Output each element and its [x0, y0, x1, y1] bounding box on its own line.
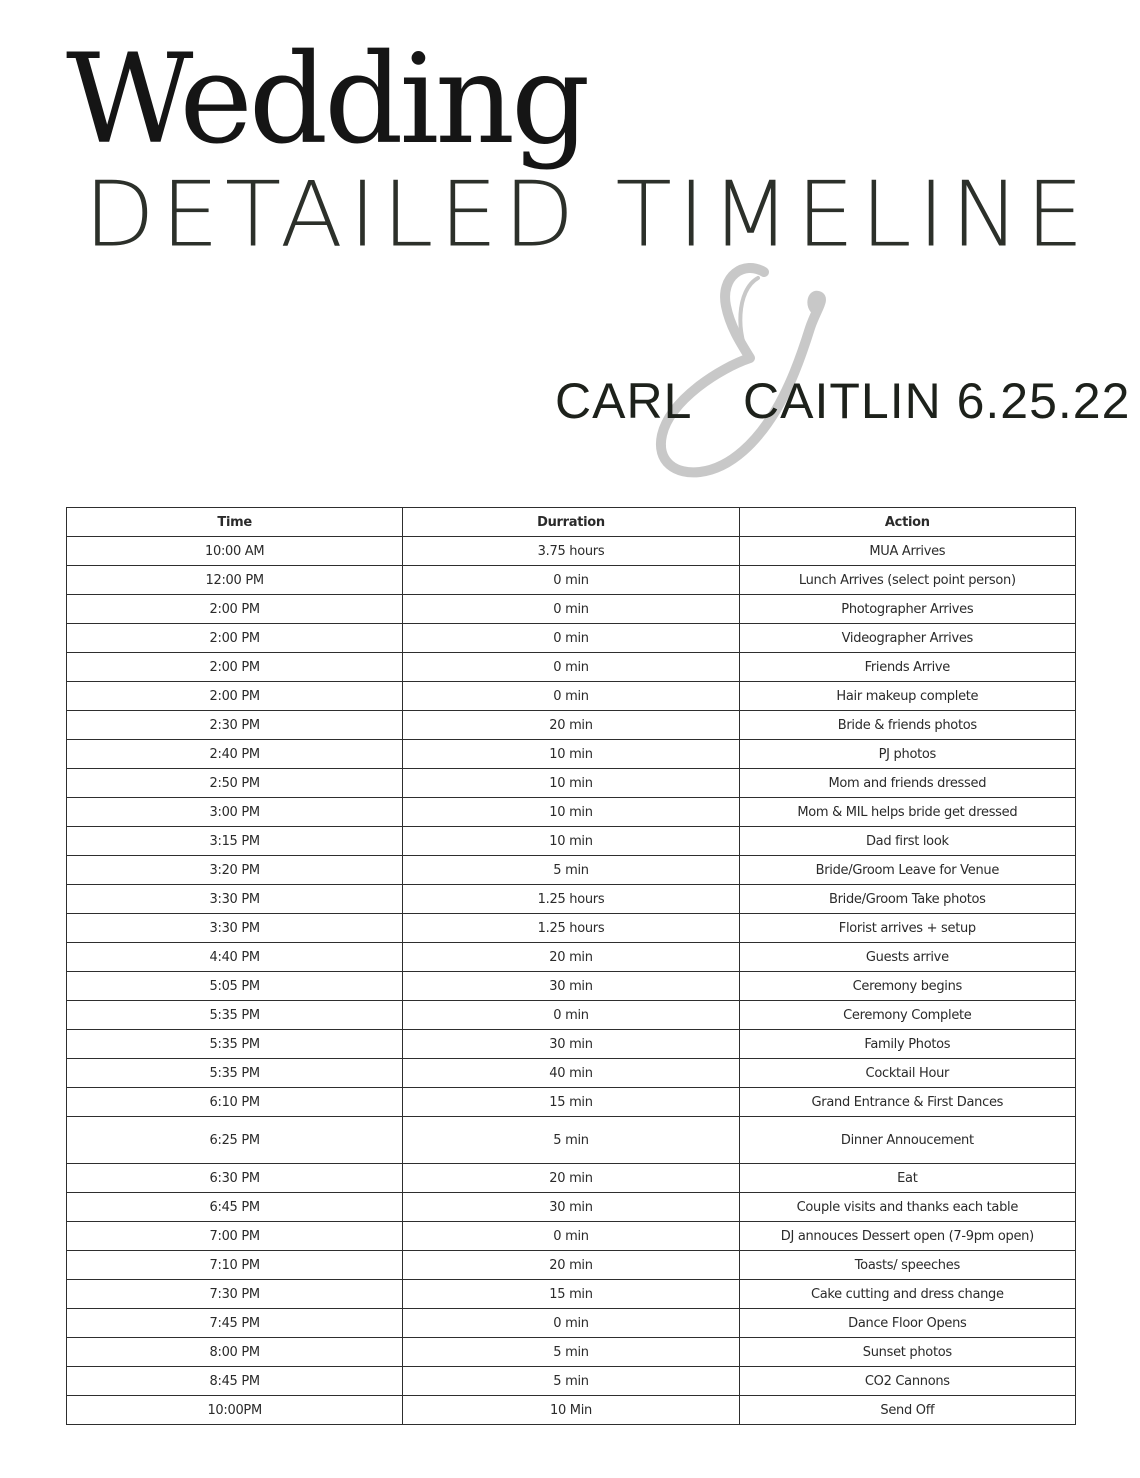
cell-duration: 15 min	[403, 1280, 739, 1309]
table-row	[67, 595, 1076, 624]
cell-time: 7:00 PM	[67, 1222, 403, 1251]
cell-duration: 10 min	[403, 827, 739, 856]
cell-action: Videographer Arrives	[739, 624, 1075, 653]
cell-action: Friends Arrive	[739, 653, 1075, 682]
cell-action: Family Photos	[739, 1030, 1075, 1059]
cell-time: 4:40 PM	[67, 943, 403, 972]
cell-action: Dad first look	[739, 827, 1075, 856]
ampersand-icon	[640, 250, 840, 480]
cell-time: 3:30 PM	[67, 914, 403, 943]
cell-duration: 5 min	[403, 1338, 739, 1367]
cell-duration: 0 min	[403, 624, 739, 653]
table-row	[67, 1338, 1076, 1367]
cell-time: 8:00 PM	[67, 1338, 403, 1367]
table-row	[67, 537, 1076, 566]
cell-time: 2:40 PM	[67, 740, 403, 769]
cell-action: PJ photos	[739, 740, 1075, 769]
table-row	[67, 827, 1076, 856]
cell-time: 2:00 PM	[67, 653, 403, 682]
table-row	[67, 682, 1076, 711]
cell-action: Florist arrives + setup	[739, 914, 1075, 943]
cell-time: 5:35 PM	[67, 1059, 403, 1088]
table-row	[67, 1222, 1076, 1251]
cell-time: 3:15 PM	[67, 827, 403, 856]
cell-action: Mom and friends dressed	[739, 769, 1075, 798]
cell-action: Dinner Annoucement	[739, 1117, 1075, 1164]
page-subtitle: DETAILED TIMELINE	[84, 162, 1090, 268]
cell-duration: 15 min	[403, 1088, 739, 1117]
cell-action: Bride/Groom Leave for Venue	[739, 856, 1075, 885]
table-row	[67, 1001, 1076, 1030]
cell-time: 6:30 PM	[67, 1164, 403, 1193]
cell-action: MUA Arrives	[739, 537, 1075, 566]
table-header-row	[67, 508, 1076, 537]
table-row	[67, 943, 1076, 972]
cell-action: Toasts/ speeches	[739, 1251, 1075, 1280]
table-row	[67, 1251, 1076, 1280]
table-row	[67, 885, 1076, 914]
table-row	[67, 1367, 1076, 1396]
cell-action: Bride & friends photos	[739, 711, 1075, 740]
timeline-table	[66, 507, 1076, 1425]
cell-duration: 30 min	[403, 972, 739, 1001]
table-row	[67, 798, 1076, 827]
cell-duration: 10 min	[403, 798, 739, 827]
table-row	[67, 914, 1076, 943]
table-row	[67, 1193, 1076, 1222]
page-title-script: Wedding	[66, 28, 587, 172]
cell-duration: 0 min	[403, 1001, 739, 1030]
cell-duration: 1.25 hours	[403, 885, 739, 914]
table-row	[67, 1088, 1076, 1117]
cell-time: 6:25 PM	[67, 1117, 403, 1164]
cell-time: 7:30 PM	[67, 1280, 403, 1309]
cell-time: 3:30 PM	[67, 885, 403, 914]
cell-action: CO2 Cannons	[739, 1367, 1075, 1396]
cell-time: 2:00 PM	[67, 682, 403, 711]
cell-action: Sunset photos	[739, 1338, 1075, 1367]
cell-action: Dance Floor Opens	[739, 1309, 1075, 1338]
cell-duration: 20 min	[403, 711, 739, 740]
cell-duration: 30 min	[403, 1193, 739, 1222]
cell-duration: 10 min	[403, 740, 739, 769]
cell-time: 10:00 AM	[67, 537, 403, 566]
cell-time: 5:35 PM	[67, 1030, 403, 1059]
cell-time: 12:00 PM	[67, 566, 403, 595]
table-row	[67, 740, 1076, 769]
table-row	[67, 1164, 1076, 1193]
table-row	[67, 856, 1076, 885]
cell-duration: 30 min	[403, 1030, 739, 1059]
cell-action: Bride/Groom Take photos	[739, 885, 1075, 914]
cell-time: 5:05 PM	[67, 972, 403, 1001]
cell-time: 2:00 PM	[67, 595, 403, 624]
cell-time: 6:45 PM	[67, 1193, 403, 1222]
cell-duration: 10 min	[403, 769, 739, 798]
column-header-action: Action	[739, 508, 1075, 537]
cell-time: 8:45 PM	[67, 1367, 403, 1396]
column-header-duration: Durration	[403, 508, 739, 537]
cell-action: Photographer Arrives	[739, 595, 1075, 624]
cell-duration: 20 min	[403, 943, 739, 972]
table-row	[67, 1117, 1076, 1164]
cell-duration: 0 min	[403, 682, 739, 711]
table-row	[67, 624, 1076, 653]
cell-action: Hair makeup complete	[739, 682, 1075, 711]
cell-duration: 0 min	[403, 1222, 739, 1251]
cell-duration: 20 min	[403, 1251, 739, 1280]
cell-action: Mom & MIL helps bride get dressed	[739, 798, 1075, 827]
cell-duration: 40 min	[403, 1059, 739, 1088]
cell-action: DJ annouces Dessert open (7-9pm open)	[739, 1222, 1075, 1251]
table-row	[67, 1309, 1076, 1338]
cell-time: 6:10 PM	[67, 1088, 403, 1117]
cell-duration: 0 min	[403, 566, 739, 595]
cell-duration: 1.25 hours	[403, 914, 739, 943]
cell-duration: 3.75 hours	[403, 537, 739, 566]
cell-time: 7:10 PM	[67, 1251, 403, 1280]
cell-time: 3:00 PM	[67, 798, 403, 827]
cell-duration: 5 min	[403, 1367, 739, 1396]
timeline-body	[67, 537, 1076, 1425]
table-row	[67, 769, 1076, 798]
cell-action: Cake cutting and dress change	[739, 1280, 1075, 1309]
cell-duration: 10 Min	[403, 1396, 739, 1425]
cell-duration: 20 min	[403, 1164, 739, 1193]
cell-duration: 0 min	[403, 595, 739, 624]
couple-name-right-date: CAITLIN 6.25.22	[743, 373, 1131, 429]
table-row	[67, 1280, 1076, 1309]
table-row	[67, 1396, 1076, 1425]
cell-action: Ceremony begins	[739, 972, 1075, 1001]
cell-action: Send Off	[739, 1396, 1075, 1425]
cell-time: 7:45 PM	[67, 1309, 403, 1338]
cell-duration: 5 min	[403, 856, 739, 885]
couple-name-left: CARL	[555, 373, 693, 429]
cell-action: Cocktail Hour	[739, 1059, 1075, 1088]
cell-action: Lunch Arrives (select point person)	[739, 566, 1075, 595]
cell-time: 3:20 PM	[67, 856, 403, 885]
table-row	[67, 711, 1076, 740]
cell-action: Eat	[739, 1164, 1075, 1193]
table-row	[67, 1030, 1076, 1059]
cell-time: 10:00PM	[67, 1396, 403, 1425]
column-header-time: Time	[67, 508, 403, 537]
cell-time: 5:35 PM	[67, 1001, 403, 1030]
table-row	[67, 1059, 1076, 1088]
cell-action: Grand Entrance & First Dances	[739, 1088, 1075, 1117]
table-row	[67, 653, 1076, 682]
table-row	[67, 972, 1076, 1001]
table-row	[67, 566, 1076, 595]
cell-action: Guests arrive	[739, 943, 1075, 972]
cell-time: 2:30 PM	[67, 711, 403, 740]
cell-duration: 0 min	[403, 653, 739, 682]
cell-action: Couple visits and thanks each table	[739, 1193, 1075, 1222]
cell-action: Ceremony Complete	[739, 1001, 1075, 1030]
cell-time: 2:50 PM	[67, 769, 403, 798]
cell-time: 2:00 PM	[67, 624, 403, 653]
cell-duration: 0 min	[403, 1309, 739, 1338]
cell-duration: 5 min	[403, 1117, 739, 1164]
